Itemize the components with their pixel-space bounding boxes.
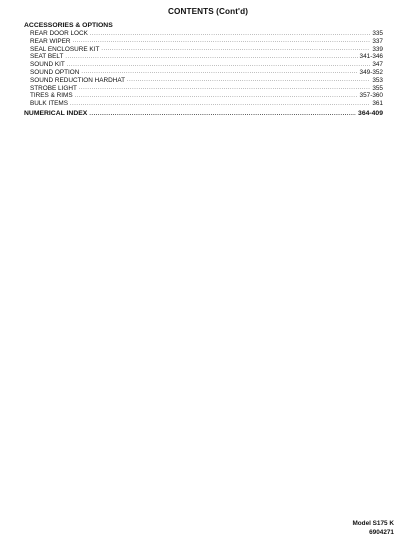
toc-entry-pages: 353	[372, 76, 383, 84]
toc-entry-sound-option[interactable]	[24, 69, 383, 77]
toc-entry-sound-kit[interactable]	[24, 61, 383, 69]
toc-entry-label: SOUND REDUCTION HARDHAT	[30, 76, 126, 84]
toc-entry-rear-wiper[interactable]	[24, 38, 383, 46]
toc-entry-pages: 347	[372, 61, 383, 69]
dot-leader	[90, 31, 370, 39]
toc-entry-label: SOUND KIT	[30, 61, 65, 69]
model-label: Model S175 K	[352, 520, 394, 527]
table-of-contents	[24, 22, 383, 118]
toc-entry-pages: 339	[372, 45, 383, 53]
toc-entry-pages: 335	[372, 30, 383, 37]
toc-entry-sound-reduction-hardhat[interactable]	[24, 77, 383, 85]
dot-leader	[67, 62, 371, 70]
toc-entry-label: SEAL ENCLOSURE KIT	[30, 45, 100, 53]
part-number: 6904271	[369, 529, 394, 536]
toc-list	[24, 30, 383, 108]
toc-entry-seat-belt[interactable]	[24, 53, 383, 61]
section-heading: ACCESSORIES & OPTIONS	[24, 22, 113, 29]
toc-entry-label: BULK ITEMS	[30, 100, 68, 108]
dot-leader	[79, 85, 370, 93]
toc-entry-tires-rims[interactable]	[24, 92, 383, 100]
toc-entry-seal-enclosure-kit[interactable]	[24, 46, 383, 54]
dot-leader	[65, 54, 357, 62]
toc-entry-numerical-index[interactable]	[24, 109, 383, 118]
toc-entry-pages: 357-360	[359, 92, 383, 100]
dot-leader	[72, 38, 370, 46]
dot-leader	[101, 46, 370, 54]
toc-entry-pages: 349-352	[359, 68, 383, 76]
toc-entry-label: REAR DOOR LOCK	[30, 30, 88, 37]
toc-entry-pages: 341-346	[359, 53, 383, 61]
numerical-index-pages: 364-409	[358, 109, 383, 117]
numerical-index-label: NUMERICAL INDEX	[24, 109, 88, 117]
toc-entry-rear-door-lock[interactable]	[24, 30, 383, 38]
toc-entry-pages: 355	[372, 84, 383, 92]
dot-leader	[81, 69, 357, 77]
dot-leader	[70, 101, 370, 109]
toc-entry-label: SOUND OPTION	[30, 68, 80, 76]
dot-leader	[75, 93, 358, 101]
toc-entry-label: STROBE LIGHT	[30, 84, 77, 92]
toc-entry-pages: 361	[372, 100, 383, 108]
toc-entry-bulk-items[interactable]	[24, 100, 383, 108]
page-footer	[352, 519, 394, 537]
toc-entry-strobe-light[interactable]	[24, 85, 383, 93]
toc-entry-label: TIRES & RIMS	[30, 92, 73, 100]
page-title: CONTENTS (Cont'd)	[167, 7, 249, 16]
dot-leader	[127, 77, 370, 85]
toc-entry-label: SEAT BELT	[30, 53, 64, 61]
toc-entry-label: REAR WIPER	[30, 37, 71, 45]
dot-leader	[89, 110, 356, 119]
toc-entry-pages: 337	[372, 37, 383, 45]
